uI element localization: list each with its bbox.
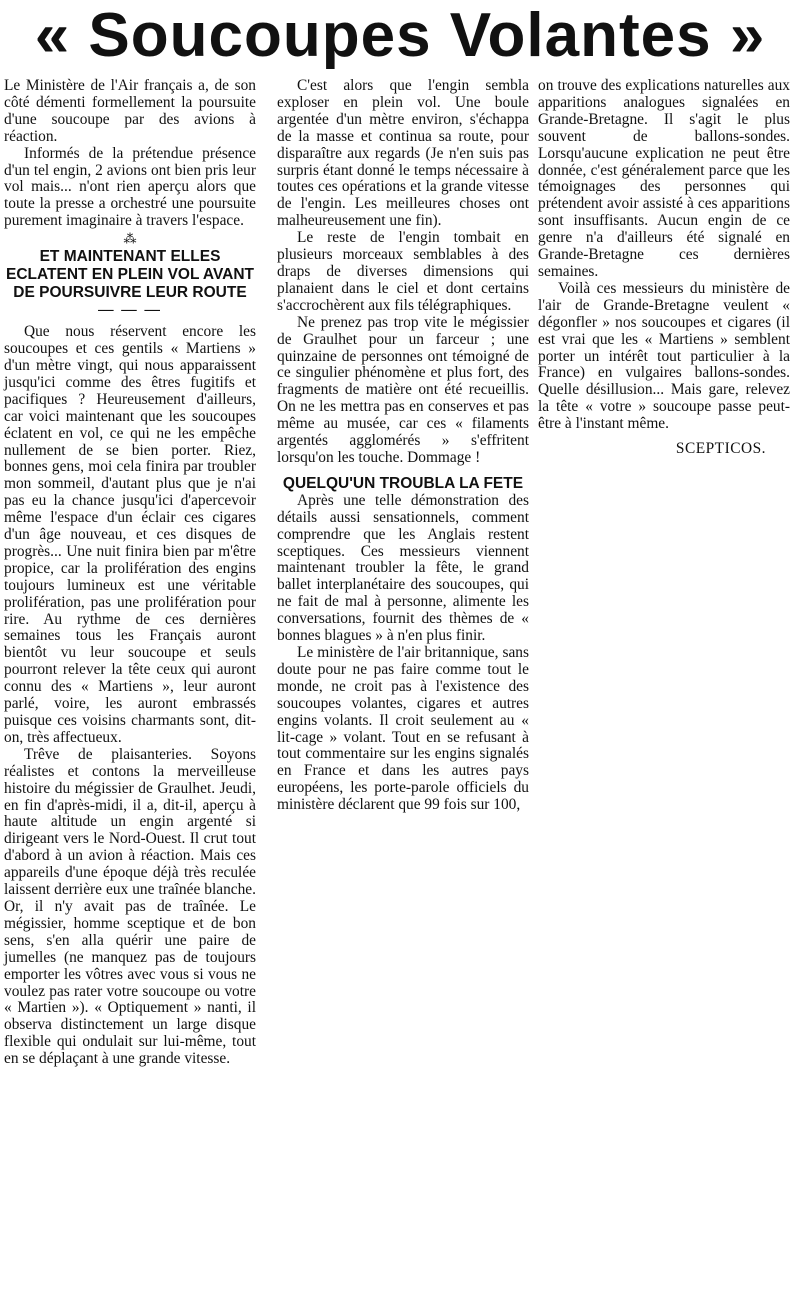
paragraph: C'est alors que l'engin sembla exploser en plein vol. Une boule argentée d'un mètre environ, s'échappa de la masse et continua sa route, pour disparaître aux regards (Je n'en suis pas surpris étant donné le temps nécessaire à toutes ces opérations et la grande vitesse de l'engin. Les meilleures choses ont malheureusement une fin). xyxy=(277,77,529,230)
subheading: ET MAINTENANT ELLES ECLATENT EN PLEIN VOL AVANT DE POURSUIVRE LEUR ROUTE xyxy=(5,248,254,302)
paragraph: Le ministère de l'air britannique, sans doute pour ne pas faire comme tout le monde, ne croit pas à l'existence des soucoupes volantes, cigares et autres engins volants. Il croit seulement au « lit-cage » volant. Tout en se refusant à tout commentaire sur les engins signalés en France et dans les autres pays européens, les porte-parole officiels du ministère déclarent que 99 fois sur 100, xyxy=(277,644,529,814)
column-3 xyxy=(538,78,790,458)
paragraph: Après une telle démonstration des détails aussi sensationnels, comment comprendre que les Anglais restent sceptiques. Ces messieurs viennent maintenant troubler la fête, le grand ballet interplanétaire des soucoupes, qui ne fait de mal à personne, alimente les conversations, fournit des thèmes de « bonnes blagues » à n'en plus finir. xyxy=(277,491,529,645)
paragraph: Informés de la prétendue présence d'un tel engin, 2 avions ont bien pris leur vol mais... n'ont rien aperçu alors que toute la presse a orchestré une poursuite purement imaginaire à travers l'espace. xyxy=(4,144,256,230)
subheading: QUELQU'UN TROUBLA LA FETE xyxy=(282,474,524,492)
paragraph: Trêve de plaisanteries. Soyons réalistes et contons la merveilleuse histoire du mégissier de Graulhet. Jeudi, en fin d'après-midi, il a, dit-il, aperçu à haute altitude un engin argenté si dirigeant vers le Nord-Ouest. Il crut tout d'abord à un avion à réaction. Mais ces appareils d'une époque déjà très reculée laissent derrière eux une traînée blanche. Or, il n'y avait pas de traînée. Le mégissier, homme sceptique et de bon sens, s'en alla quérir une paire de jumelles (ne manquez pas de toujours emporter les vôtres avec vous si vous ne voulez pas rater votre soucoupe ou votre « Martien »). « Optiquement » nanti, il observa distinctement un large disque flexible qui ondulait sur lui-même, tout en se déplaçant à une grande vitesse. xyxy=(4,745,256,1068)
paragraph: Le Ministère de l'Air français a, de son côté démenti formellement la poursuite d'une soucoupe par des avions à réaction. xyxy=(4,77,256,145)
headline: « Soucoupes Volantes » xyxy=(34,1,766,70)
paragraph: Voilà ces messieurs du ministère de l'air de Grande-Bretagne veulent « dégonfler » nos soucoupes et cigares (il est vrai que les « Martiens » semblent porter un intérêt tout particulier à la France) en vulgaires ballons-sondes. Quelle désillusion... Mais gare, relevez la tête « votre » soucoupe passe peut-être à l'instant même. xyxy=(538,279,790,433)
paragraph: Ne prenez pas trop vite le mégissier de Graulhet pour un farceur ; une quinzaine de personnes ont témoigné de ce singulier phénomène et plus fort, des fragments de matière ont été recueillis. On ne les mettra pas en conserves et pas même au musée, car ces « filaments argentés agglomérés » s'effritent lorsqu'on les touche. Dommage ! xyxy=(277,313,529,466)
ornament-asterism: ⁂ xyxy=(123,231,137,247)
paragraph: on trouve des explications naturelles aux apparitions analogues signalées en Grande-Bretagne. Il s'agit le plus souvent de ballons-sondes. Lorsqu'aucune explication ne peut être donnée, c'est généralement parce que les témoignages des personnes qui prétendent avoir assisté à ces apparitions sont insuffisants. Aucun engin de ce genre n'a d'ailleurs été signalé en Grande-Bretagne ces dernières semaines. xyxy=(538,77,790,280)
column-2 xyxy=(277,78,529,814)
paragraph: Le reste de l'engin tombait en plusieurs morceaux semblables à des draps de diverses dimensions qui planaient dans le ciel et dont certains s'accrochèrent aux fils télégraphiques. xyxy=(277,229,529,314)
column-1 xyxy=(4,78,256,1068)
subheading-rule: — — — xyxy=(98,301,162,319)
paragraph: Que nous réservent encore les soucoupes et ces gentils « Martiens » d'un mètre vingt, qui nous apparaissent jusqu'ici comme des êtres fugitifs et pacifiques ? Heureusement d'ailleurs, car voici maintenant que les soucoupes éclatent en vol, ce qui ne les empêche nullement de se bien porter. Riez, bonnes gens, moi cela finira par troubler mon sommeil, d'autant plus que je n'ai pas eu la chance jusqu'ici d'apercevoir même l'espace d'un éclair ces cigares d'un âge nouveau, et ces disques de progrès... Une nuit finira bien par m'être propice, car la prolifération des engins toujours lumineux est une véritable prolifération, pas une prolifération pour rire. Au rythme de ces dernières semaines tous les Français auront bientôt vu leur soucoupe et seuls pourront relever la tête ceux qui auront connu des « Martiens », leur auront parlé, voire, les auront embrassés puisque ces voisins charmants sont, dit-on, très affectueux. xyxy=(4,323,256,746)
author-signature: SCEPTICOS. xyxy=(675,440,766,458)
